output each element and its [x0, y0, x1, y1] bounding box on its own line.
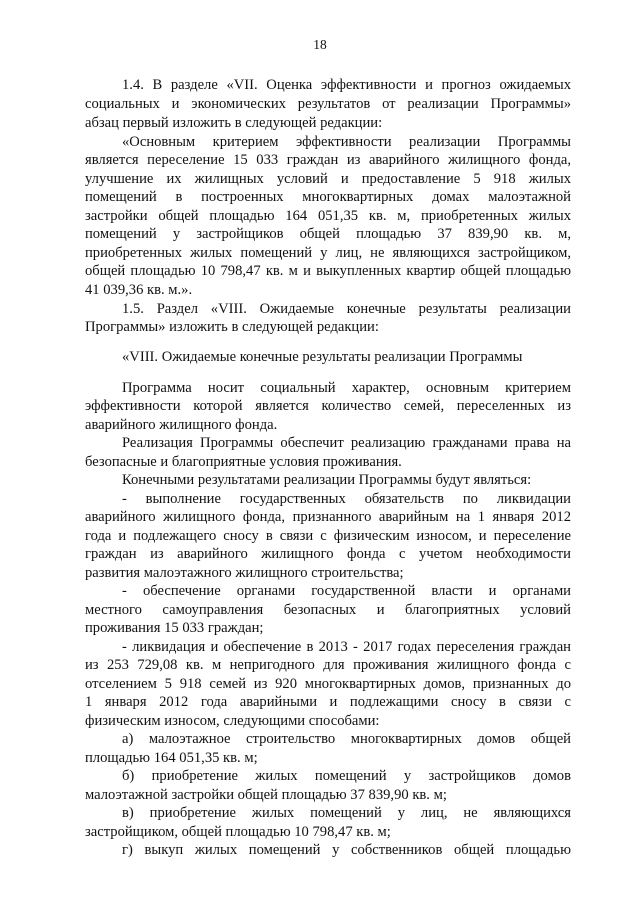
text-line: 41 039,36 кв. м.». — [85, 282, 193, 298]
text-line: Программа носит социальный характер, основным критерием — [122, 380, 571, 396]
text-line: а) малоэтажное строительство многоквартирных домов общей — [122, 731, 571, 747]
text-line: «Основным критерием эффективности реализации Программы — [122, 134, 571, 150]
text-line: года и подлежащего сносу в связи с физическим износом, и переселение — [85, 528, 571, 544]
text-line: общей площадью 10 798,47 кв. м и выкупленных квартир общей площадью — [85, 263, 571, 279]
text-line: безопасные и благоприятные условия проживания. — [85, 454, 402, 470]
text-line: - ликвидация и обеспечение в 2013 - 2017 годах переселения граждан — [122, 639, 571, 655]
text-line: проживания 15 033 граждан; — [85, 620, 264, 636]
text-line: социальных и экономических результатов от реализации Программы» — [85, 96, 571, 112]
text-line: застройщиком, общей площадью 10 798,47 кв. м; — [85, 824, 391, 840]
text-line: помещений у застройщиков общей площадью 37 839,90 кв. м, — [85, 226, 571, 242]
text-line: аварийного жилищного фонда, признанного аварийным на 1 января 2012 — [85, 509, 571, 525]
text-line: - обеспечение органами государственной власти и органами — [122, 583, 571, 599]
text-line: 1.4. В разделе «VII. Оценка эффективности и прогноз ожидаемых — [122, 77, 571, 93]
text-line: абзац первый изложить в следующей редакции: — [85, 115, 383, 131]
text-line: 1.5. Раздел «VIII. Ожидаемые конечные результаты реализации — [122, 301, 571, 317]
text-line: - выполнение государственных обязательств по ликвидации — [122, 491, 571, 507]
text-line: площадью 164 051,35 кв. м; — [85, 750, 258, 766]
text-line: б) приобретение жилых помещений у застройщиков домов — [122, 768, 571, 784]
text-line: Программы» изложить в следующей редакции: — [85, 319, 379, 335]
text-line: помещений в построенных многоквартирных домах малоэтажной — [85, 189, 571, 205]
text-line: приобретенных жилых помещений у лиц, не являющихся застройщиком, — [85, 245, 571, 261]
text-line: граждан из аварийного жилищного фонда с учетом необходимости — [85, 546, 571, 562]
text-line: местного самоуправления безопасных и благоприятных условий — [85, 602, 571, 618]
text-line: Конечными результатами реализации Программы будут являться: — [122, 472, 532, 488]
text-line: Реализация Программы обеспечит реализацию гражданами права на — [122, 435, 571, 451]
text-line: эффективности которой является количество семей, переселенных из — [85, 398, 571, 414]
text-line: физическим износом, следующими способами: — [85, 713, 380, 729]
text-line: аварийного жилищного фонда. — [85, 417, 278, 433]
text-line: развития малоэтажного жилищного строительства; — [85, 565, 404, 581]
text-line: улучшение их жилищных условий и предоставление 5 918 жилых — [85, 171, 571, 187]
text-line: является переселение 15 033 граждан из аварийного жилищного фонда, — [85, 152, 571, 168]
page-number: 18 — [313, 37, 327, 52]
text-line: из 253 729,08 кв. м непригодного для проживания жилищного фонда с — [85, 657, 571, 673]
section-heading: «VIII. Ожидаемые конечные результаты реализации Программы — [122, 349, 523, 365]
text-line: застройки общей площадью 164 051,35 кв. м, приобретенных жилых — [85, 208, 571, 224]
text-line: в) приобретение жилых помещений у лиц, не являющихся — [122, 805, 571, 821]
text-line: малоэтажной застройки общей площадью 37 839,90 кв. м; — [85, 787, 447, 803]
text-line: г) выкуп жилых помещений у собственников общей площадью — [122, 842, 571, 858]
text-line: 1 января 2012 года аварийными и подлежащими сносу в связи с — [85, 694, 571, 710]
text-line: отселением 5 918 семей из 920 многоквартирных домов, признанных до — [85, 676, 571, 692]
